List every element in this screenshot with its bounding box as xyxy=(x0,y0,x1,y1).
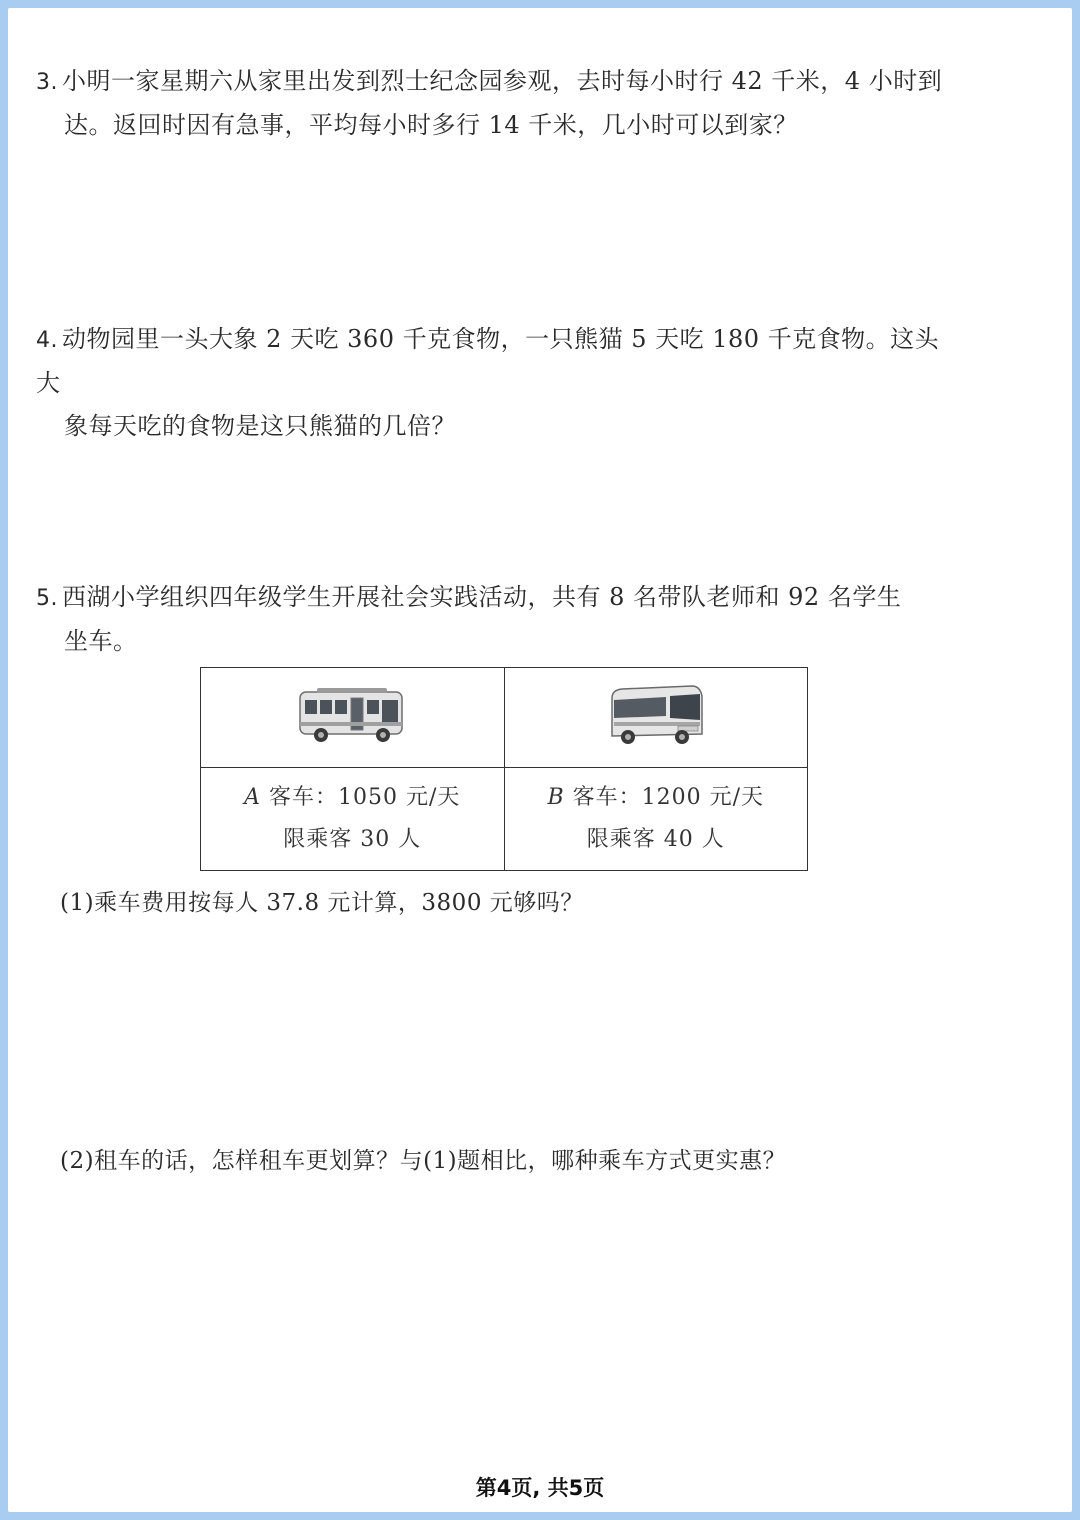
bus-a-name: A xyxy=(244,785,261,811)
bus-b-name: B xyxy=(547,785,565,811)
bus-rental-table xyxy=(200,667,808,871)
bus-b-price: B 客车：1200 元/天 xyxy=(547,785,765,811)
problem-4-line1: 4. 动物园里一头大象 2 天吃 360 千克食物，一只熊猫 5 天吃 180 千克食物。这头大 xyxy=(36,325,940,397)
problem-5-question-1: (1)乘车费用按每人 37.8 元计算，3800 元够吗？ xyxy=(60,890,584,916)
problem-4-line2: 象每天吃的食物是这只熊猫的几倍？ xyxy=(64,412,456,440)
bus-a-icon xyxy=(297,686,407,746)
problem-3-line1: 3. 小明一家星期六从家里出发到烈士纪念园参观，去时每小时行 42 千米，4 小时到 xyxy=(36,67,943,95)
problem-5 xyxy=(36,576,956,663)
bus-a-capacity: 限乘客 30 人 xyxy=(283,827,422,853)
problem-3-number: 3. xyxy=(36,70,58,95)
bus-a-info-cell xyxy=(201,768,505,871)
bus-a-price: A 客车：1050 元/天 xyxy=(244,785,461,811)
problem-4 xyxy=(36,318,956,448)
bus-b-icon xyxy=(606,684,706,748)
problem-5-number: 5. xyxy=(36,586,58,611)
worksheet-page xyxy=(8,8,1072,1512)
bus-a-image-cell xyxy=(201,668,505,768)
problem-5-line1: 5. 西湖小学组织四年级学生开展社会实践活动，共有 8 名带队老师和 92 名学生 xyxy=(36,583,902,611)
page-number-footer: 第4页, 共5页 xyxy=(475,1476,605,1500)
problem-3-line2: 达。返回时因有急事，平均每小时多行 14 千米，几小时可以到家？ xyxy=(64,111,798,139)
bus-b-image-cell xyxy=(504,668,808,768)
problem-4-number: 4. xyxy=(36,328,58,353)
problem-3 xyxy=(36,60,956,147)
problem-5-line2: 坐车。 xyxy=(64,627,138,655)
bus-b-capacity: 限乘客 40 人 xyxy=(586,827,725,853)
bus-b-info-cell xyxy=(504,768,808,871)
problem-5-question-2: (2)租车的话，怎样租车更划算？与(1)题相比，哪种乘车方式更实惠？ xyxy=(60,1148,787,1174)
